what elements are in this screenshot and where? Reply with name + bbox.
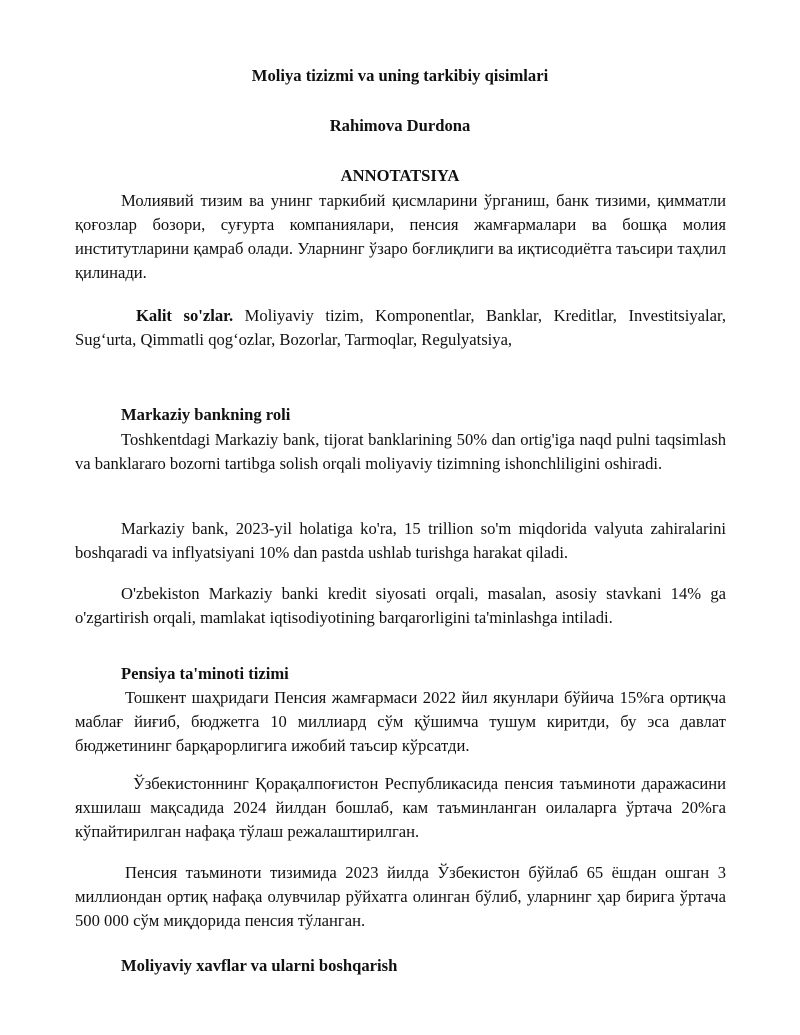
keywords-paragraph	[75, 304, 726, 352]
annotation-block	[75, 189, 726, 285]
section-pension	[75, 662, 726, 686]
section-central-bank	[75, 403, 726, 427]
annotation-heading: ANNOTATSIYA	[340, 166, 460, 185]
keywords-block	[75, 304, 726, 352]
section-risks	[75, 954, 726, 978]
section-heading: Moliyaviy xavflar va ularni boshqarish	[121, 956, 398, 975]
paragraph-wrapper	[75, 686, 726, 758]
paragraph: O'zbekiston Markaziy banki kredit siyosati orqali, masalan, asosiy stavkani 14% ga o'zgartirish orqali, mamlakat iqtisodiyotining barqarorligini ta'minlashga intiladi.	[75, 584, 726, 627]
paragraph: Toshkentdagi Markaziy bank, tijorat banklarining 50% dan ortig'iga naqd pulni taqsimlash va banklararo bozorni tartibga solish orqali moliyaviy tizimning ishonchliligini oshiradi.	[75, 430, 726, 473]
paragraph: Markaziy bank, 2023-yil holatiga ko'ra, 15 trillion so'm miqdorida valyuta zahiralarini boshqaradi va inflyatsiyani 10% dan pastda ushlab turishga harakat qiladi.	[75, 519, 726, 562]
document-title: Moliya tizizmi va uning tarkibiy qisimlari	[251, 66, 549, 85]
paragraph: Тошкент шаҳридаги Пенсия жамғармаси 2022 йил якунлари бўйича 15%га ортиқча маблағ йиғиб, бюджетга 10 миллиард сўм қўшимча тушум киритди, бу эса давлат бюджетининг барқарорлигига ижобий таъсир кўрсатди.	[75, 688, 726, 755]
keywords-text: Moliyaviy tizim, Komponentlar, Banklar, Kreditlar, Investitsiyalar, Sug‘urta, Qimmatli qog‘ozlar, Bozorlar, Tarmoqlar, Regulyatsiya,	[75, 306, 726, 349]
section-heading: Markaziy bankning roli	[121, 405, 291, 424]
section-heading: Pensiya ta'minoti tizimi	[121, 664, 289, 683]
paragraph-wrapper	[75, 517, 726, 565]
keywords-label: Kalit so'zlar.	[136, 306, 234, 325]
author-name: Rahimova Durdona	[329, 116, 471, 135]
paragraph: Ўзбекистоннинг Қорақалпоғистон Республикасида пенсия таъминоти даражасини яхшилаш мақсадида 2024 йилдан бошлаб, кам таъминланган оилаларга ўртача 20%га кўпайтирилган нафақа тўлаш режалаштирилган.	[75, 774, 726, 841]
paragraph-wrapper	[75, 582, 726, 630]
paragraph-wrapper	[75, 861, 726, 933]
paragraph: Пенсия таъминоти тизимида 2023 йилда Ўзбекистон бўйлаб 65 ёшдан ошган 3 миллиондан ортиқ нафақа олувчилар рўйхатга олинган бўлиб, уларнинг ҳар бирига ўртача 500 000 сўм миқдорида пенсия тўланган.	[75, 863, 726, 930]
paragraph-wrapper	[75, 428, 726, 476]
annotation-text: Молиявий тизим ва унинг таркибий қисмларини ўрганиш, банк тизими, қимматли қоғозлар бозори, суғурта компаниялари, пенсия жамғармалари ва бошқа молия институтларини қамраб олади. Уларнинг ўзаро боғлиқлиги ва иқтисодиётга таъсири таҳлил қилинади.	[75, 191, 726, 282]
paragraph-wrapper	[75, 772, 726, 844]
